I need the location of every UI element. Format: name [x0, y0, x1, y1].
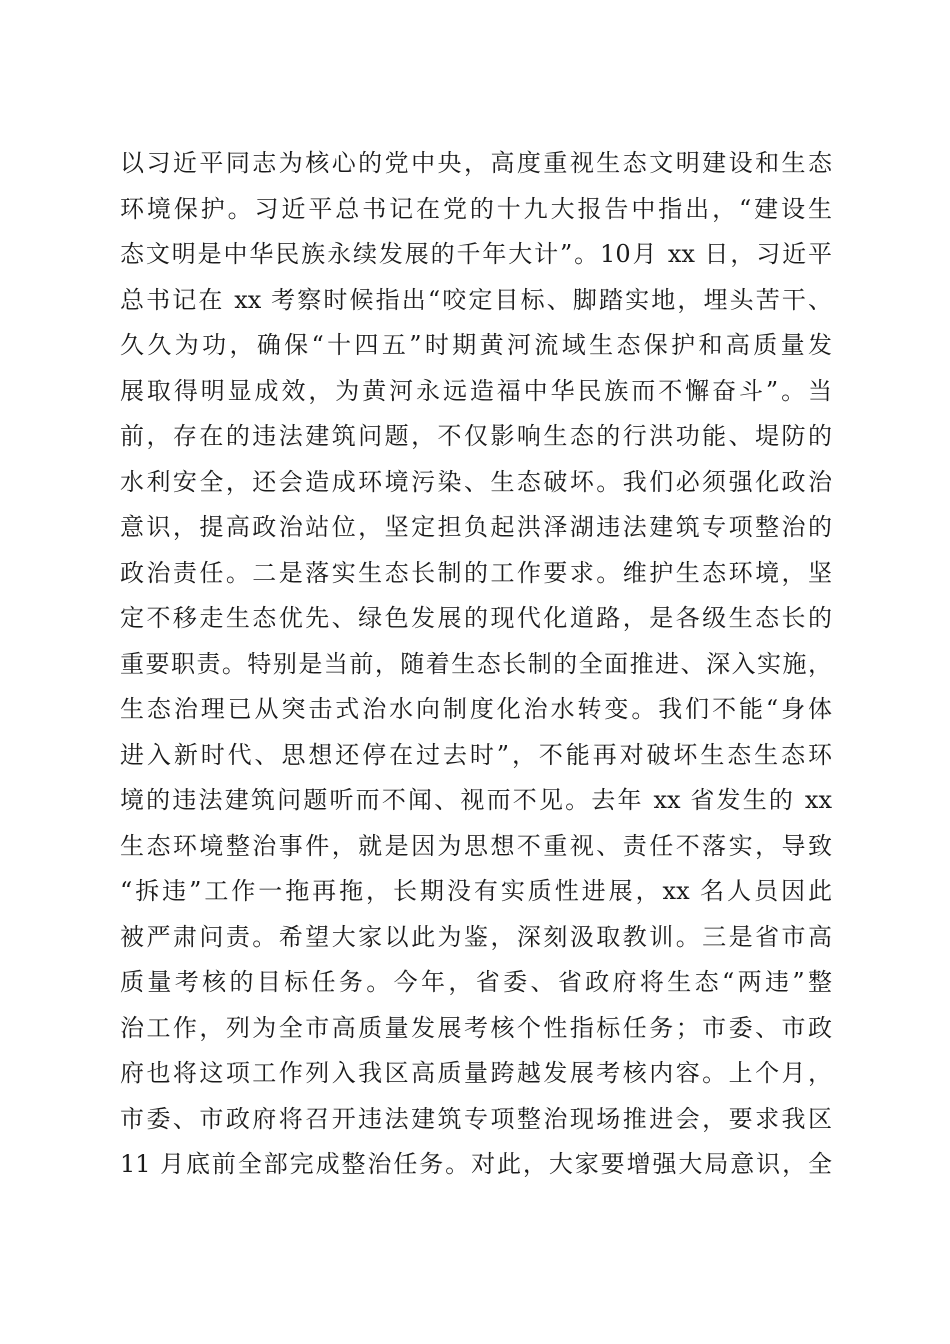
text-line: 生态环境整治事件，就是因为思想不重视、责任不落实，导致	[120, 831, 832, 860]
text-line: 生态治理已从突击式治水向制度化治水转变。我们不能“身体	[120, 695, 832, 723]
text-line: 态文明是中华民族永续发展的千年大计”。10月 xx 日，习近平	[120, 240, 832, 268]
text-line: 久久为功，确保“十四五”时期黄河流域生态保护和高质量发	[120, 331, 832, 359]
text-line: 进入新时代、思想还停在过去时”，不能再对破坏生态生态环	[120, 740, 832, 769]
text-line: “拆违”工作一拖再拖，长期没有实质性进展，xx 名人员因此	[120, 877, 832, 905]
text-line: 治工作，列为全市高质量发展考核个性指标任务；市委、市政	[120, 1013, 832, 1042]
text-line: 质量考核的目标任务。今年，省委、省政府将生态“两违”整	[120, 968, 832, 996]
text-line: 展取得明显成效，为黄河永远造福中华民族而不懈奋斗”。当	[120, 376, 832, 405]
body-text	[120, 141, 832, 1188]
text-line: 11 月底前全部完成整治任务。对此，大家要增强大局意识，全	[120, 1150, 832, 1178]
text-line: 被严肃问责。希望大家以此为鉴，深刻汲取教训。三是省市高	[120, 922, 832, 951]
text-line: 政治责任。二是落实生态长制的工作要求。维护生态环境，坚	[120, 558, 832, 587]
text-line: 定不移走生态优先、绿色发展的现代化道路，是各级生态长的	[120, 604, 832, 632]
text-line: 府也将这项工作列入我区高质量跨越发展考核内容。上个月，	[120, 1059, 832, 1087]
text-line: 境的违法建筑问题听而不闻、视而不见。去年 xx 省发生的 xx	[120, 786, 832, 814]
text-line: 重要职责。特别是当前，随着生态长制的全面推进、深入实施，	[120, 649, 832, 678]
text-line: 前，存在的违法建筑问题，不仅影响生态的行洪功能、堤防的	[120, 422, 832, 450]
text-line: 以习近平同志为核心的党中央，高度重视生态文明建设和生态	[120, 149, 832, 177]
text-line: 水利安全，还会造成环境污染、生态破坏。我们必须强化政治	[120, 467, 832, 496]
text-line: 环境保护。习近平总书记在党的十九大报告中指出，“建设生	[120, 194, 832, 223]
text-line: 市委、市政府将召开违法建筑专项整治现场推进会，要求我区	[120, 1104, 832, 1133]
text-line: 意识，提高政治站位，坚定担负起洪泽湖违法建筑专项整治的	[120, 513, 832, 541]
text-line: 总书记在 xx 考察时候指出“咬定目标、脚踏实地，埋头苦干、	[120, 285, 832, 314]
